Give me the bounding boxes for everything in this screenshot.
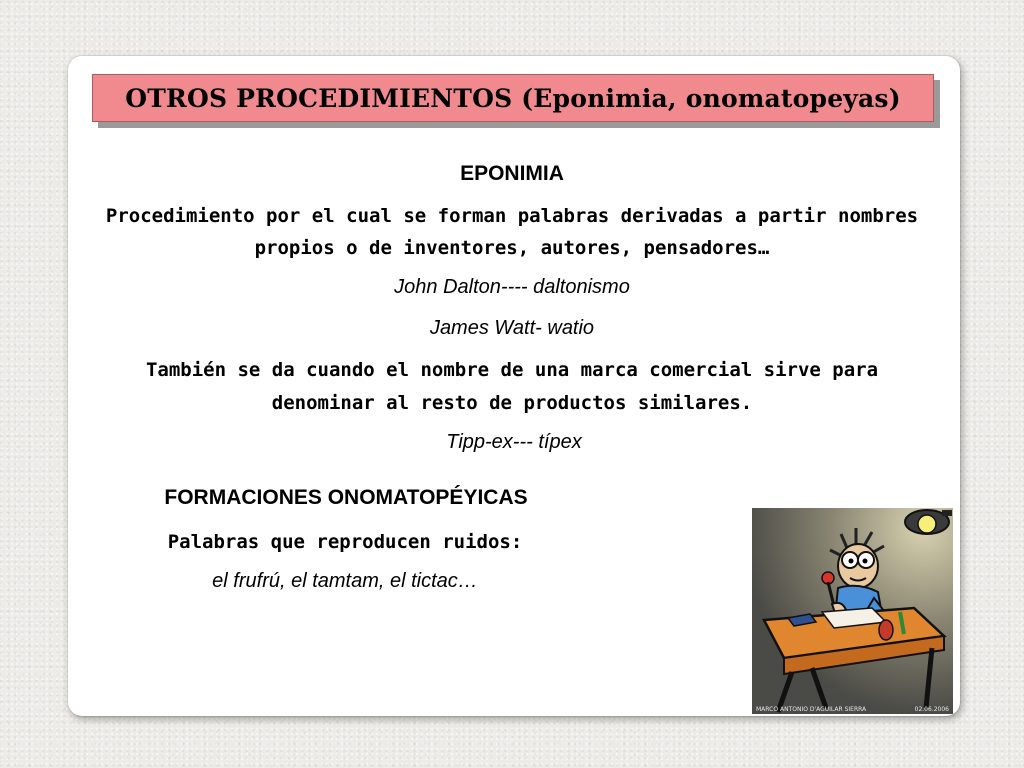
title-banner xyxy=(92,74,934,122)
credit-date: 02.06.2006 xyxy=(914,706,949,713)
eponimia-heading: EPONIMIA xyxy=(460,162,564,185)
eponimia-definition-line1: Procedimiento por el cual se forman palabras derivadas a partir nombres xyxy=(105,205,919,227)
illustration-credit xyxy=(752,706,953,713)
eponimia-definition-line2: propios o de inventores, autores, pensadores… xyxy=(254,237,770,259)
onomatopeyas-examples: el frufrú, el tamtam, el tictac… xyxy=(212,570,478,592)
eponimia-example-tippex: Tipp-ex--- típex xyxy=(446,431,582,453)
eponimia-example-watt: James Watt- watio xyxy=(429,317,595,339)
onomatopeyas-definition: Palabras que reproducen ruidos: xyxy=(167,531,523,553)
eponimia-brand-line2: denominar al resto de productos similares. xyxy=(271,392,753,414)
student-at-desk-illustration xyxy=(752,508,953,714)
slide-title: OTROS PROCEDIMIENTOS (Eponimia, onomatopeyas) xyxy=(125,83,901,113)
onomatopeyas-heading: FORMACIONES ONOMATOPÉYICAS xyxy=(164,486,528,509)
credit-author: MARCO ANTONIO D'AGUILAR SIERRA xyxy=(756,706,867,713)
eponimia-brand-line1: También se da cuando el nombre de una marca comercial sirve para xyxy=(145,359,879,381)
illustration-drawing xyxy=(752,508,953,714)
eponimia-example-dalton: John Dalton---- daltonismo xyxy=(394,276,630,298)
